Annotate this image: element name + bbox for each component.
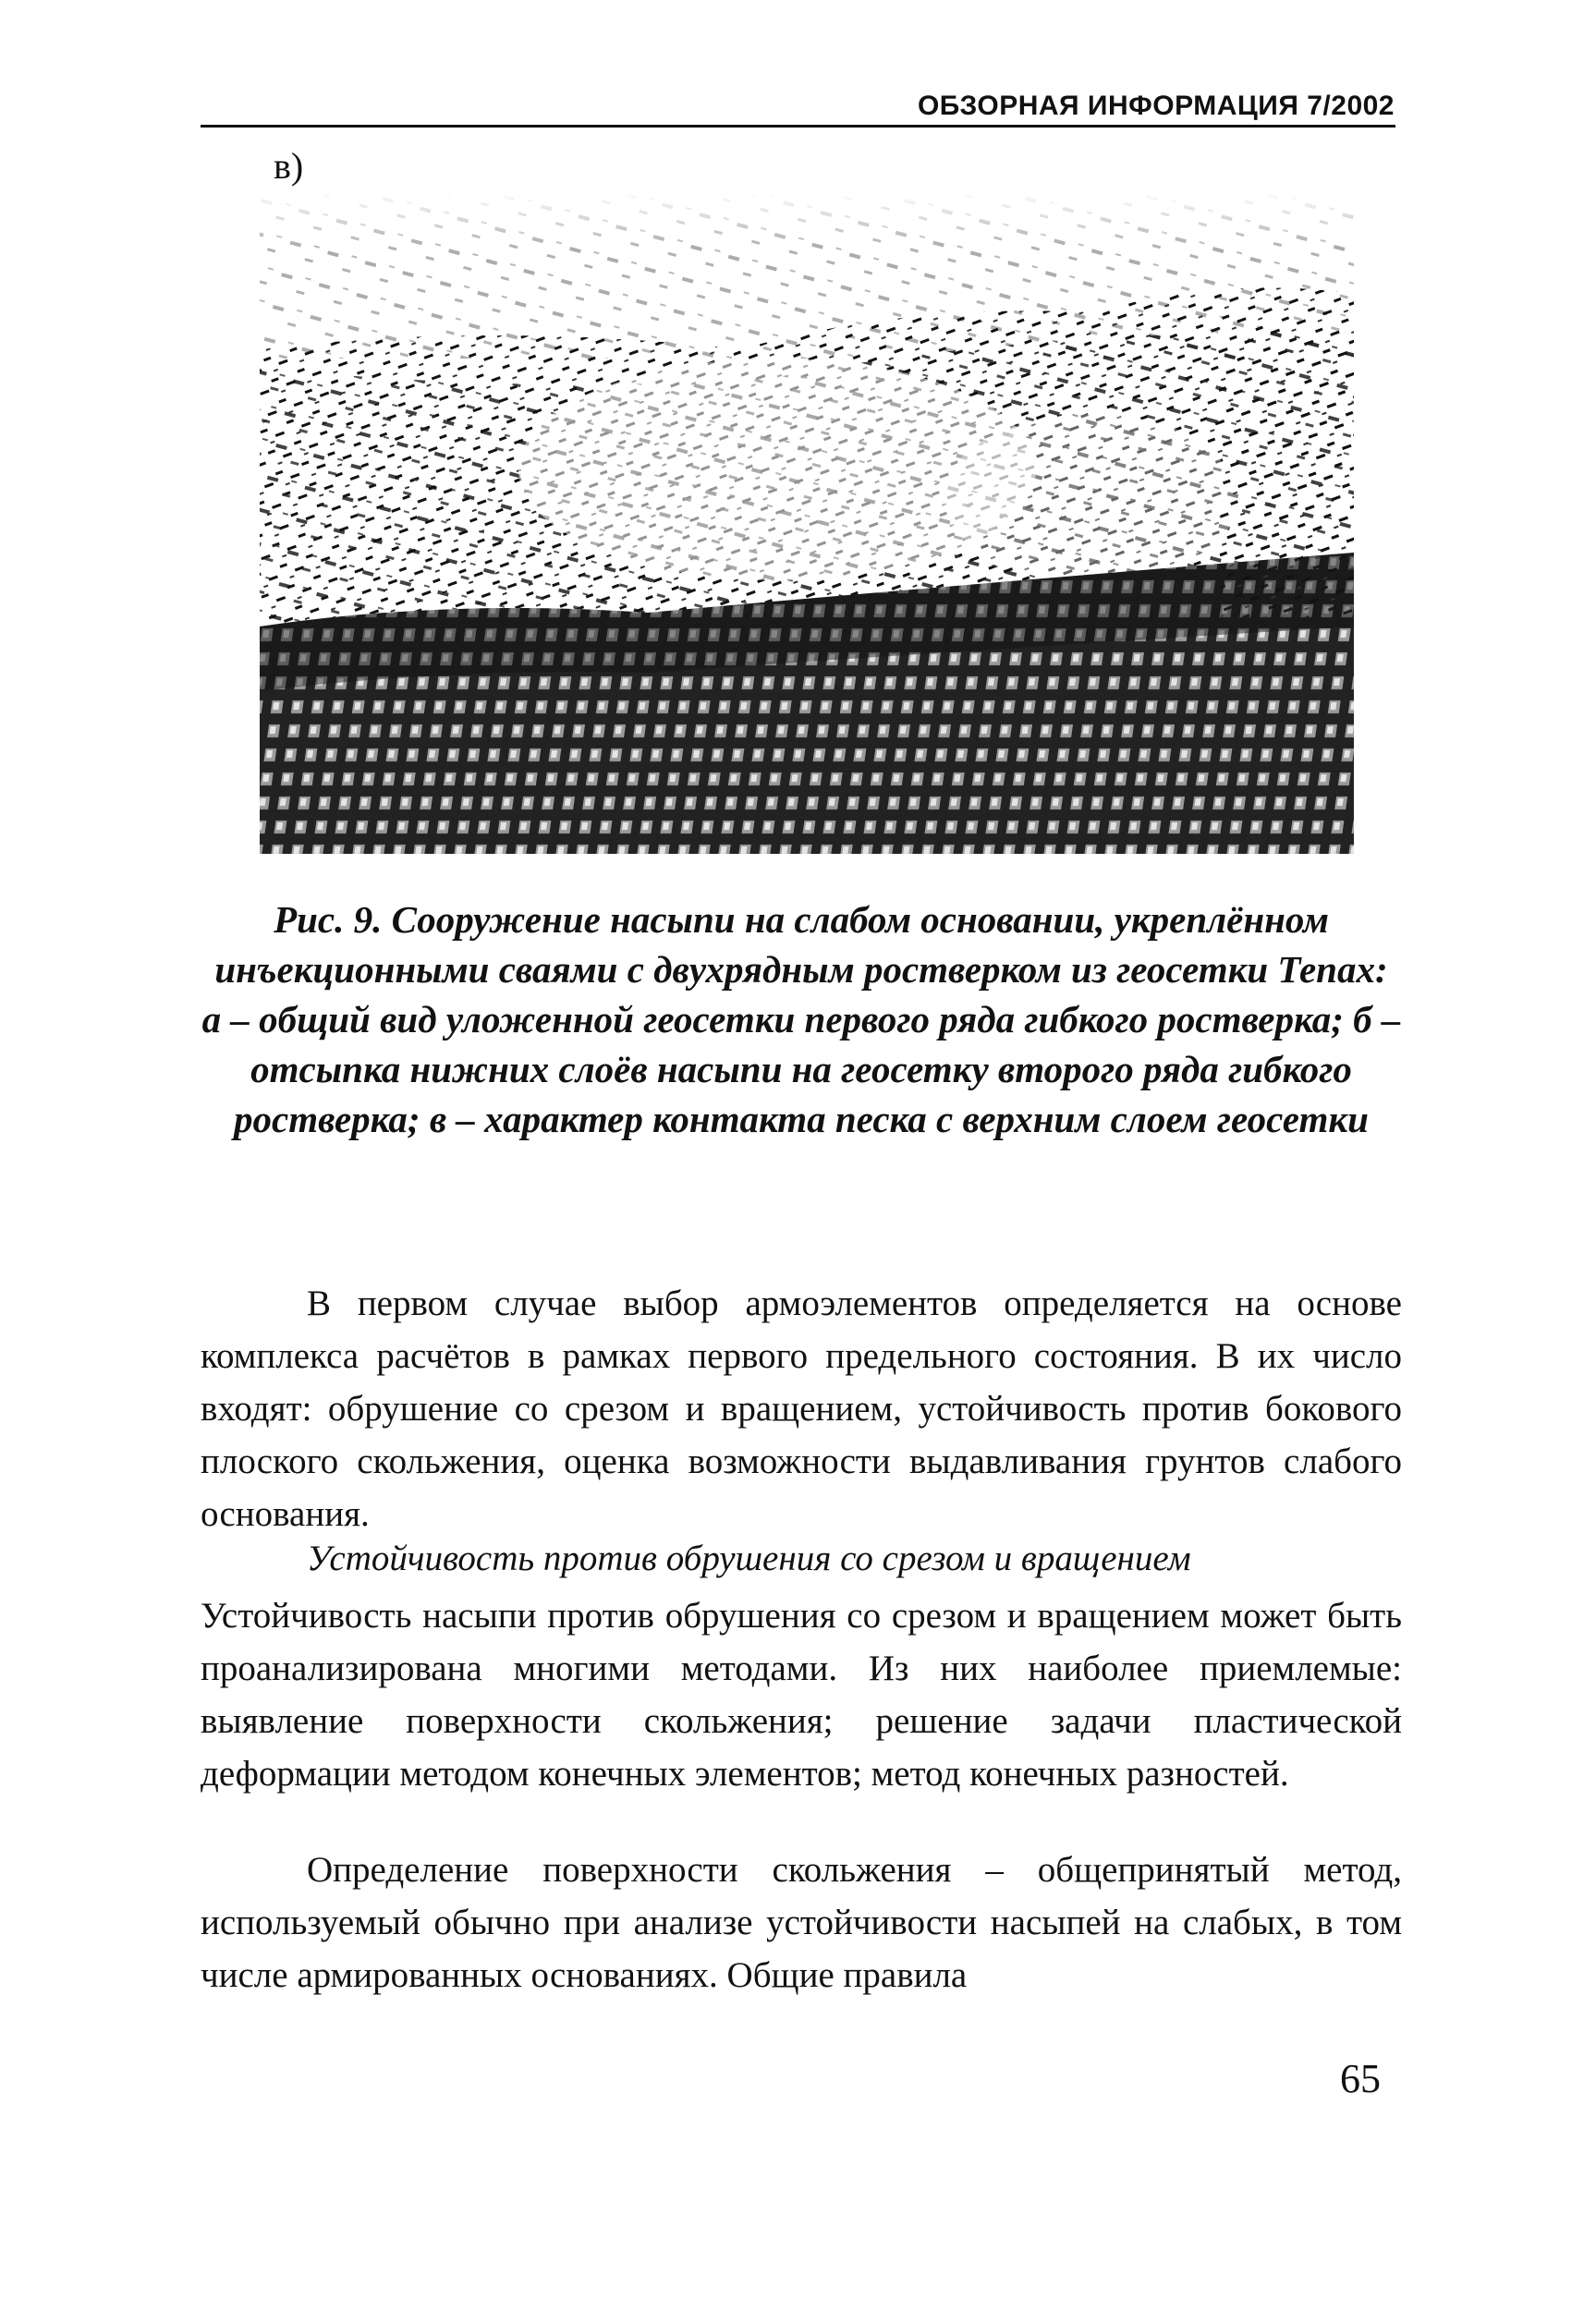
paragraph-2-text: Устойчивость насыпи против обрушения со срезом и вращением может быть проанализирована многими методами. Из них наиболее приемлемые: выявление поверхности скольжения; решение задачи пластической деформации методом конечных элементов; метод конечных разностей. [201, 1596, 1402, 1794]
running-title: ОБЗОРНАЯ ИНФОРМАЦИЯ 7/2002 [917, 91, 1395, 121]
figure-caption [201, 894, 1402, 1144]
paragraph-3 [201, 1844, 1402, 2002]
page-number: 65 [1340, 2056, 1381, 2101]
section-subheading: Устойчивость против обрушения со срезом и вращением [307, 1539, 1191, 1578]
paragraph-1 [201, 1277, 1402, 1540]
paragraph-2 [201, 1589, 1402, 1800]
paragraph-3-text: Определение поверхности скольжения – общепринятый метод, используемый обычно при анализе устойчивости насыпей на слабых, в том числе армированных основаниях. Общие правила [201, 1850, 1402, 1995]
paragraph-1-text: В первом случае выбор армоэлементов определяется на основе комплекса расчётов в рамках первого предельного состояния. В их число входят: обрушение со срезом и вращением, устойчивость против бокового плоского скольжения, оценка возможности выдавливания грунтов слабого основания. [201, 1284, 1402, 1534]
figure-photo [260, 192, 1354, 854]
header-rule [201, 125, 1395, 128]
caption-description: а – общий вид уложенной геосетки первого ряда гибкого ростверка; б – отсыпка нижних слоёв насыпи на геосетку второго ряда гибкого ростверка; в – характер контакта песка с верхним слоем геосетки [201, 998, 1401, 1140]
photo-geogrid-sand-contact [260, 192, 1354, 854]
figure-panel-label: в) [274, 145, 304, 187]
caption-title: Рис. 9. Сооружение насыпи на слабом основании, укреплённом инъекционными сваями с двухрядным ростверком из геосетки Тепах: [214, 898, 1388, 991]
